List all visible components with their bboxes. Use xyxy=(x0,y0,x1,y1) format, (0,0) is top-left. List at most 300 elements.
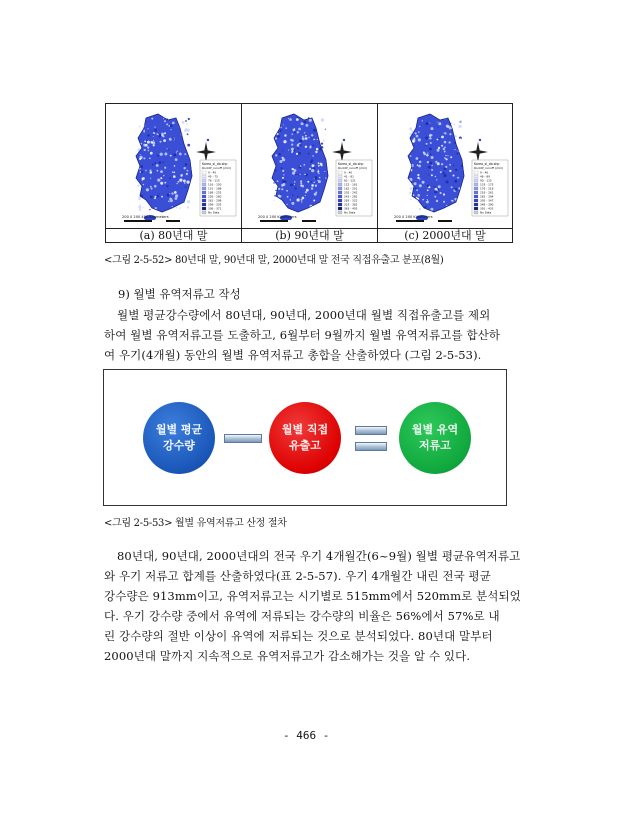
runoff-speckle xyxy=(159,193,160,194)
runoff-speckle xyxy=(291,144,293,146)
runoff-speckle xyxy=(325,145,328,148)
runoff-speckle xyxy=(440,192,442,194)
runoff-speckle xyxy=(316,148,319,151)
legend-swatch xyxy=(474,211,478,214)
runoff-speckle xyxy=(291,151,293,153)
runoff-speckle xyxy=(319,177,321,179)
legend-item-label: 0 - 40 xyxy=(344,170,353,175)
runoff-speckle xyxy=(151,188,153,190)
runoff-speckle xyxy=(317,139,318,140)
runoff-speckle xyxy=(174,172,176,174)
runoff-speckle xyxy=(287,196,289,198)
legend-item-label: 363 - 403 xyxy=(344,206,358,211)
runoff-speckle xyxy=(154,197,156,199)
runoff-speckle xyxy=(172,137,175,140)
runoff-speckle xyxy=(150,169,152,171)
runoff-speckle xyxy=(146,145,148,147)
runoff-speckle xyxy=(167,148,168,149)
runoff-speckle xyxy=(187,133,189,135)
body-paragraph-line-6: 2000년대 말까지 지속적으로 유역저류고가 감소해가는 것을 알 수 있다. xyxy=(104,649,471,663)
legend-item-label: 176 - 218 xyxy=(480,186,494,191)
legend-swatch xyxy=(474,187,478,190)
legend-swatch xyxy=(474,183,478,186)
ulleung-island xyxy=(343,139,345,141)
runoff-speckle xyxy=(137,185,139,187)
runoff-speckle xyxy=(146,188,149,191)
legend-swatch xyxy=(338,211,342,214)
runoff-speckle xyxy=(277,126,279,128)
runoff-speckle xyxy=(318,180,319,181)
runoff-speckle xyxy=(430,134,432,136)
runoff-speckle xyxy=(312,145,314,147)
runoff-speckle xyxy=(274,195,276,197)
runoff-speckle xyxy=(419,184,422,187)
runoff-speckle xyxy=(159,135,161,137)
runoff-speckle xyxy=(437,162,440,165)
legend-item-label: 323 - 362 xyxy=(344,202,358,207)
legend-swatch xyxy=(202,199,206,202)
runoff-speckle xyxy=(435,161,437,163)
runoff-speckle xyxy=(310,146,312,148)
runoff-speckle xyxy=(458,125,461,128)
runoff-speckle xyxy=(300,182,302,184)
runoff-speckle xyxy=(147,141,150,144)
runoff-speckle xyxy=(169,193,170,194)
section-paragraph-line-3: 여 우기(4개월) 동안의 월별 유역저류고 총합을 산출하였다 (그림 2-5-53). xyxy=(104,348,482,362)
runoff-speckle xyxy=(143,184,145,186)
ulleung-island xyxy=(479,139,481,141)
runoff-speckle xyxy=(320,122,321,123)
runoff-speckle xyxy=(313,139,315,141)
runoff-speckle xyxy=(184,182,186,184)
runoff-speckle xyxy=(283,124,284,125)
runoff-speckle xyxy=(157,155,159,157)
runoff-speckle xyxy=(151,118,153,120)
runoff-speckle xyxy=(187,181,190,184)
runoff-speckle xyxy=(160,141,162,143)
runoff-speckle xyxy=(172,122,175,125)
legend-swatch xyxy=(474,195,478,198)
runoff-speckle xyxy=(438,138,439,139)
runoff-speckle xyxy=(419,178,420,179)
runoff-speckle xyxy=(298,128,301,131)
node-monthly-precipitation xyxy=(143,402,215,474)
runoff-speckle xyxy=(302,136,304,138)
north-arrow-icon xyxy=(196,142,216,162)
runoff-speckle xyxy=(298,152,301,155)
runoff-speckle xyxy=(417,164,419,166)
runoff-speckle xyxy=(427,189,429,191)
runoff-speckle xyxy=(160,153,163,156)
runoff-speckle xyxy=(139,158,141,160)
runoff-speckle xyxy=(275,170,277,172)
runoff-speckle xyxy=(317,171,319,173)
runoff-speckle xyxy=(164,140,165,141)
runoff-speckle xyxy=(427,153,428,154)
runoff-speckle xyxy=(281,188,283,190)
legend-swatch xyxy=(474,199,478,202)
runoff-speckle xyxy=(185,120,187,122)
runoff-speckle xyxy=(427,195,428,196)
runoff-speckle xyxy=(300,165,302,167)
runoff-speckle xyxy=(431,156,434,159)
runoff-speckle xyxy=(291,148,294,151)
map-panel-2000s xyxy=(378,104,512,228)
runoff-map-figure xyxy=(105,103,513,243)
runoff-speckle xyxy=(282,170,284,172)
legend-subtitle: Ruddif_runoff (mm) xyxy=(202,166,232,170)
runoff-speckle xyxy=(301,122,304,125)
runoff-speckle xyxy=(157,179,160,182)
runoff-speckle xyxy=(155,196,157,198)
runoff-speckle xyxy=(139,194,140,195)
runoff-speckle xyxy=(187,206,189,208)
runoff-speckle xyxy=(170,124,173,127)
runoff-speckle xyxy=(314,176,317,179)
runoff-speckle xyxy=(423,153,426,156)
runoff-speckle xyxy=(315,151,317,153)
body-paragraph-line-2: 와 우기 저류고 합계를 산출하였다(표 2-5-57). 우기 4개월간 내린 전국 평균 xyxy=(104,569,491,583)
ulleung-island xyxy=(207,139,209,141)
runoff-speckle xyxy=(418,138,421,141)
runoff-speckle xyxy=(313,129,316,132)
runoff-speckle xyxy=(163,135,165,137)
runoff-speckle xyxy=(282,158,285,161)
runoff-speckle xyxy=(454,188,457,191)
runoff-speckle xyxy=(160,182,163,185)
map-panel-80s xyxy=(106,104,242,228)
runoff-speckle xyxy=(325,177,326,178)
legend-item-label: 46 - 89 xyxy=(480,174,490,179)
legend-swatch xyxy=(202,195,206,198)
body-paragraph-line-5: 린 강수량의 절반 이상이 유역에 저류되는 것으로 분석되었다. 80년대 말부터 xyxy=(104,629,493,643)
runoff-speckle xyxy=(325,129,326,130)
runoff-speckle xyxy=(162,161,164,163)
runoff-speckle xyxy=(185,128,188,131)
legend-item-label: 133 - 175 xyxy=(480,182,494,187)
runoff-speckle xyxy=(164,120,166,122)
runoff-speckle xyxy=(175,194,178,197)
runoff-speckle xyxy=(443,172,445,174)
runoff-speckle xyxy=(185,186,187,188)
runoff-speckle xyxy=(412,140,415,143)
runoff-speckle xyxy=(305,191,307,193)
legend-swatch xyxy=(338,195,342,198)
runoff-speckle xyxy=(150,171,153,174)
runoff-speckle xyxy=(430,142,432,144)
node-monthly-direct-runoff xyxy=(269,402,341,474)
korea-runoff-map-2000s xyxy=(378,104,512,228)
runoff-speckle xyxy=(294,131,296,133)
runoff-speckle xyxy=(172,206,173,207)
runoff-speckle xyxy=(150,178,151,179)
runoff-speckle xyxy=(153,144,155,146)
runoff-speckle xyxy=(417,194,420,197)
runoff-speckle xyxy=(422,199,424,201)
map-caption-90s: (b) 90년대 말 xyxy=(242,228,378,242)
legend-item-label: 82 - 121 xyxy=(344,178,356,183)
runoff-speckle xyxy=(281,202,282,203)
runoff-speckle xyxy=(410,193,411,194)
runoff-speckle xyxy=(183,180,186,183)
scale-label: 200 0 200 Kilometers xyxy=(258,215,297,219)
runoff-speckle xyxy=(176,152,177,153)
runoff-speckle xyxy=(139,209,141,211)
legend-swatch xyxy=(338,187,342,190)
runoff-speckle xyxy=(305,195,306,196)
runoff-speckle xyxy=(294,128,295,129)
runoff-speckle xyxy=(418,131,420,133)
runoff-speckle xyxy=(434,196,436,198)
runoff-speckle xyxy=(181,175,183,177)
runoff-speckle xyxy=(185,163,188,166)
korea-runoff-map-90s xyxy=(242,104,378,228)
runoff-speckle xyxy=(414,182,417,185)
runoff-speckle xyxy=(183,124,184,125)
legend-item-label: 90 - 132 xyxy=(480,178,492,183)
runoff-speckle xyxy=(286,204,287,205)
runoff-speckle xyxy=(289,118,292,121)
runoff-speckle xyxy=(302,137,305,140)
legend-item-label: 283 - 322 xyxy=(344,198,358,203)
runoff-speckle xyxy=(415,188,417,190)
runoff-speckle xyxy=(301,201,302,202)
runoff-speckle xyxy=(457,144,460,147)
runoff-speckle xyxy=(314,182,316,184)
legend-swatch xyxy=(474,175,478,178)
runoff-speckle xyxy=(174,165,176,167)
runoff-speckle xyxy=(454,124,455,125)
runoff-speckle xyxy=(293,169,296,172)
runoff-speckle xyxy=(454,149,455,150)
runoff-speckle xyxy=(430,208,433,211)
runoff-speckle xyxy=(278,188,280,190)
legend-swatch xyxy=(474,171,478,174)
runoff-speckle xyxy=(410,155,412,157)
runoff-speckle xyxy=(149,158,150,159)
runoff-speckle xyxy=(140,171,141,172)
runoff-speckle xyxy=(187,144,190,147)
runoff-speckle xyxy=(277,180,279,182)
runoff-speckle xyxy=(139,126,141,128)
runoff-speckle xyxy=(409,133,411,135)
runoff-speckle xyxy=(150,196,153,199)
runoff-speckle xyxy=(290,199,291,200)
runoff-speckle xyxy=(416,157,419,160)
runoff-speckle xyxy=(171,192,173,194)
runoff-speckle xyxy=(410,200,411,201)
equals-operator-bottom xyxy=(355,442,387,451)
runoff-speckle xyxy=(322,135,325,138)
map-panel-90s xyxy=(242,104,378,228)
runoff-speckle xyxy=(437,139,439,141)
node-label-line1: 월별 평균 xyxy=(155,423,203,436)
runoff-speckle xyxy=(417,174,419,176)
node-label-line1: 월별 유역 xyxy=(411,423,459,436)
runoff-speckle xyxy=(426,143,428,145)
runoff-speckle xyxy=(179,153,182,156)
runoff-speckle xyxy=(308,153,310,155)
runoff-speckle xyxy=(305,137,308,140)
runoff-speckle xyxy=(434,190,437,193)
runoff-speckle xyxy=(449,141,451,143)
runoff-speckle xyxy=(152,164,154,166)
runoff-speckle xyxy=(301,199,303,201)
runoff-speckle xyxy=(444,151,446,153)
runoff-speckle xyxy=(449,170,451,172)
runoff-speckle xyxy=(154,129,157,132)
korea-runoff-map-80s xyxy=(106,104,242,228)
runoff-speckle xyxy=(413,194,415,196)
runoff-speckle xyxy=(168,149,169,150)
runoff-speckle xyxy=(455,128,457,130)
runoff-speckle xyxy=(429,162,432,165)
map-caption-2000s: (c) 2000년대 말 xyxy=(378,228,512,242)
legend-title: Korea_si_do.shp xyxy=(338,162,364,166)
runoff-speckle xyxy=(311,138,312,139)
runoff-speckle xyxy=(416,135,419,138)
runoff-speckle xyxy=(164,167,166,169)
runoff-speckle xyxy=(415,132,417,134)
runoff-speckle xyxy=(436,200,438,202)
runoff-speckle xyxy=(186,123,188,125)
runoff-speckle xyxy=(290,184,293,187)
runoff-speckle xyxy=(169,198,172,201)
legend-swatch xyxy=(202,191,206,194)
runoff-speckle xyxy=(186,173,188,175)
runoff-speckle xyxy=(144,141,146,143)
runoff-speckle xyxy=(188,118,190,120)
runoff-speckle xyxy=(275,137,277,139)
runoff-speckle xyxy=(166,123,168,125)
runoff-speckle xyxy=(161,133,164,136)
runoff-speckle xyxy=(171,129,172,130)
runoff-speckle xyxy=(308,137,309,138)
runoff-speckle xyxy=(453,175,455,177)
runoff-speckle xyxy=(294,184,295,185)
runoff-speckle xyxy=(318,170,319,171)
runoff-speckle xyxy=(173,175,176,178)
runoff-speckle xyxy=(324,171,325,172)
runoff-speckle xyxy=(311,169,314,172)
runoff-speckle xyxy=(149,209,150,210)
runoff-speckle xyxy=(279,160,282,163)
runoff-speckle xyxy=(295,174,297,176)
runoff-speckle xyxy=(455,169,457,171)
runoff-speckle xyxy=(175,197,178,200)
runoff-speckle xyxy=(143,157,145,159)
legend-swatch xyxy=(338,175,342,178)
runoff-speckle xyxy=(305,146,307,148)
runoff-speckle xyxy=(151,141,154,144)
runoff-speckle xyxy=(440,171,442,173)
runoff-speckle xyxy=(153,140,154,141)
runoff-speckle xyxy=(441,136,444,139)
runoff-speckle xyxy=(169,138,172,141)
runoff-speckle xyxy=(275,154,277,156)
runoff-speckle xyxy=(428,186,430,188)
runoff-speckle xyxy=(306,189,309,192)
runoff-speckle xyxy=(457,177,459,179)
runoff-speckle xyxy=(140,154,141,155)
map-caption-80s: (a) 80년대 말 xyxy=(106,228,242,242)
runoff-speckle xyxy=(296,118,299,121)
runoff-speckle xyxy=(451,200,453,202)
runoff-speckle xyxy=(435,176,437,178)
runoff-speckle xyxy=(186,171,187,172)
runoff-speckle xyxy=(419,161,422,164)
runoff-speckle xyxy=(291,202,294,205)
legend-swatch xyxy=(202,179,206,182)
runoff-speckle xyxy=(299,139,302,142)
runoff-speckle xyxy=(297,131,299,133)
runoff-speckle xyxy=(274,200,275,201)
runoff-speckle xyxy=(453,165,454,166)
legend-swatch xyxy=(474,207,478,210)
runoff-speckle xyxy=(309,119,312,122)
legend-item-label: 41 - 81 xyxy=(344,174,354,179)
runoff-speckle xyxy=(430,154,432,156)
runoff-speckle xyxy=(454,180,457,183)
runoff-speckle xyxy=(312,155,314,157)
scale-label: 200 0 200 Kilometers xyxy=(394,215,433,219)
runoff-speckle xyxy=(153,134,154,135)
north-arrow-icon xyxy=(332,142,352,162)
legend-swatch xyxy=(202,203,206,206)
section-heading: 9) 월별 유역저류고 작성 xyxy=(118,287,241,301)
runoff-speckle xyxy=(419,126,420,127)
runoff-speckle xyxy=(305,135,307,137)
runoff-speckle xyxy=(154,162,156,164)
scale-bar-gap xyxy=(424,220,438,222)
runoff-speckle xyxy=(292,134,293,135)
runoff-speckle xyxy=(449,164,451,166)
runoff-speckle xyxy=(143,130,145,132)
runoff-speckle xyxy=(288,149,289,150)
runoff-speckle xyxy=(443,201,445,203)
runoff-speckle xyxy=(160,170,163,173)
legend-item-label: 0 - 45 xyxy=(208,170,217,175)
runoff-speckle xyxy=(321,164,323,166)
runoff-speckle xyxy=(444,132,446,134)
legend-subtitle: Ruddif_runoff (mm) xyxy=(338,166,368,170)
runoff-speckle xyxy=(426,199,428,201)
legend-item-label: 305 - 347 xyxy=(480,198,494,203)
runoff-speckle xyxy=(150,152,153,155)
runoff-speckle xyxy=(444,141,447,144)
north-arrow-icon xyxy=(468,142,488,162)
runoff-speckle xyxy=(314,193,317,196)
runoff-speckle xyxy=(437,149,440,152)
legend-item-label: 162 - 201 xyxy=(344,186,358,191)
legend-swatch xyxy=(474,179,478,182)
runoff-speckle xyxy=(275,190,276,191)
runoff-speckle xyxy=(428,166,431,169)
runoff-speckle xyxy=(294,181,295,182)
legend-item-label: 122 - 161 xyxy=(344,182,358,187)
runoff-speckle xyxy=(150,186,152,188)
runoff-speckle xyxy=(438,185,441,188)
runoff-speckle xyxy=(157,195,160,198)
runoff-speckle xyxy=(429,123,430,124)
runoff-speckle xyxy=(418,165,421,168)
runoff-speckle xyxy=(292,194,293,195)
legend-item-label: No Data xyxy=(480,210,492,215)
runoff-speckle xyxy=(306,124,309,127)
runoff-speckle xyxy=(174,191,177,194)
runoff-speckle xyxy=(290,139,292,141)
scale-label: 200 0 200 400 Kilometers xyxy=(122,215,169,219)
